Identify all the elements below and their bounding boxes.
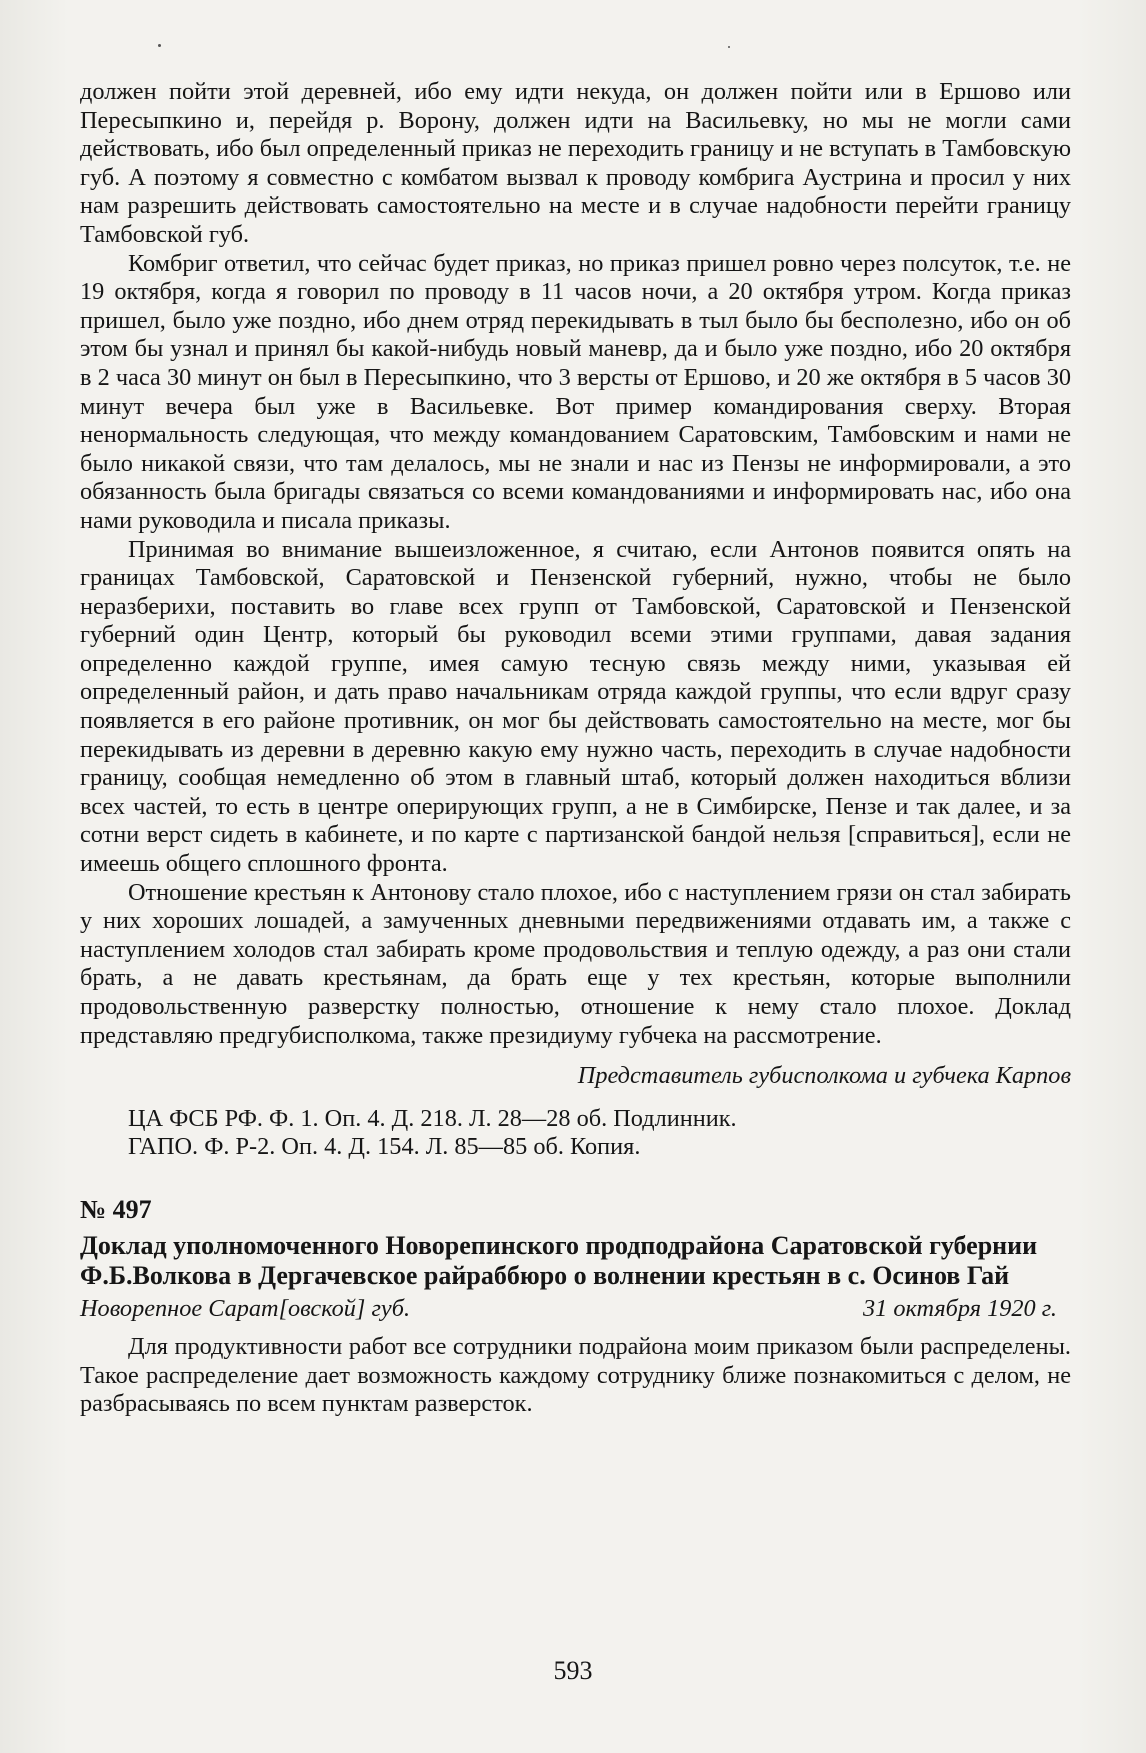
paragraph: должен пойти этой деревней, ибо ему идти некуда, он должен пойти или в Ершово или Пересыпкино и, перейдя р. Ворону, должен идти на Васильевку, но мы не могли сами действовать, ибо был определенный приказ не переходить границу и не вступать в Тамбовскую губ. А поэтому я совместно с комбатом вызвал к проводу комбрига Аустрина и просил у них нам разрешить действовать самостоятельно на месте и в случае надобности перейти границу Тамбовской губ. (80, 78, 1071, 248)
archive-source: ГАПО. Ф. Р-2. Оп. 4. Д. 154. Л. 85—85 об. Копия. (128, 1133, 641, 1161)
scan-speck (728, 46, 730, 48)
paragraph: Комбриг ответил, что сейчас будет приказ, но приказ пришел ровно через полсуток, т.е. не 19 октября, когда я говорил по проводу в 11 часов ночи, а 20 октября утром. Когда приказ пришел, было уже поздно, ибо днем отряд перекидывать в тыл было бы бесполезно, ибо он об этом бы узнал и принял бы какой-нибудь новый маневр, да и было уже поздно, ибо 20 октября в 2 часа 30 минут он был в Пересыпкино, что 3 версты от Ершово, и 20 же октября в 5 часов 30 минут вечера был уже в Васильевке. Вот пример командирования сверху. Вторая ненормальность следующая, что между командованием Саратовским, Тамбовским и нами не было никакой связи, что там делалось, мы не знали и нас из Пензы не информировали, а это обязанность была бригады связаться со всеми командованиями и информировать нас, ибо она нами руководила и писала приказы. (80, 249, 1071, 534)
paragraph: Отношение крестьян к Антонову стало плохое, ибо с наступлением грязи он стал забирать у них хороших лошадей, а замученных дневными передвижениями отдавать им, а также с наступлением холодов стал забирать кроме продовольствия и теплую одежду, а раз они стали брать, а не давать крестьянам, да брать еще у тех крестьян, которые выполнили продовольственную разверстку полностью, отношение к нему стало плохое. Доклад представляю предгубисполкома, также президиуму губчека на рассмотрение. (80, 878, 1071, 1049)
paragraph: Для продуктивности работ все сотрудники подрайона моим приказом были распределены. Такое распределение дает возможность каждому сотруднику ближе познакомиться с делом, не разбрасываясь по всем пунктам разверсток. (80, 1333, 1071, 1418)
document-date: 31 октября 1920 г. (862, 1294, 1057, 1322)
document-title: Доклад уполномоченного Новорепинского продподрайона Саратовской губернии Ф.Б.Волкова в Дергачевское райраббюро о волнении крестьян в с. Осинов Гай (80, 1230, 1038, 1290)
archive-source: ЦА ФСБ РФ. Ф. 1. Оп. 4. Д. 218. Л. 28—28 об. Подлинник. (128, 1104, 737, 1132)
document-number: № 497 (80, 1194, 152, 1224)
signature: Представитель губисполкома и губчека Карпов (577, 1062, 1071, 1090)
page-text (80, 78, 1071, 1419)
scan-speck (158, 44, 161, 47)
document-place: Новорепное Сарат[овской] губ. (80, 1294, 411, 1322)
document-place-date (80, 1295, 1071, 1324)
paragraph: Принимая во внимание вышеизложенное, я считаю, если Антонов появится опять на границах Тамбовской, Саратовской и Пензенской губерний, нужно, чтобы не было неразберихи, поставить во главе всех групп от Тамбовской, Саратовской и Пензенской губерний один Центр, который бы руководил всеми этими группами, давая задания определенно каждой группе, имея самую тесную связь между ними, указывая ей определенный район, и дать право начальникам отряда каждой группы, что если вдруг сразу появляется в его районе противник, он мог бы действовать самостоятельно на месте, мог бы перекидывать из деревни в деревню какую ему нужно часть, переходить в случае надобности границу, сообщая немедленно об этом в главный штаб, который должен находиться вблизи всех частей, то есть в центре оперирующих групп, а не в Симбирске, Пензе и так далее, и за сотни верст сидеть в кабинете, и по карте с партизанской бандой нельзя [справиться], если не имеешь общего сплошного фронта. (80, 535, 1071, 878)
page-number: 593 (553, 1656, 593, 1685)
